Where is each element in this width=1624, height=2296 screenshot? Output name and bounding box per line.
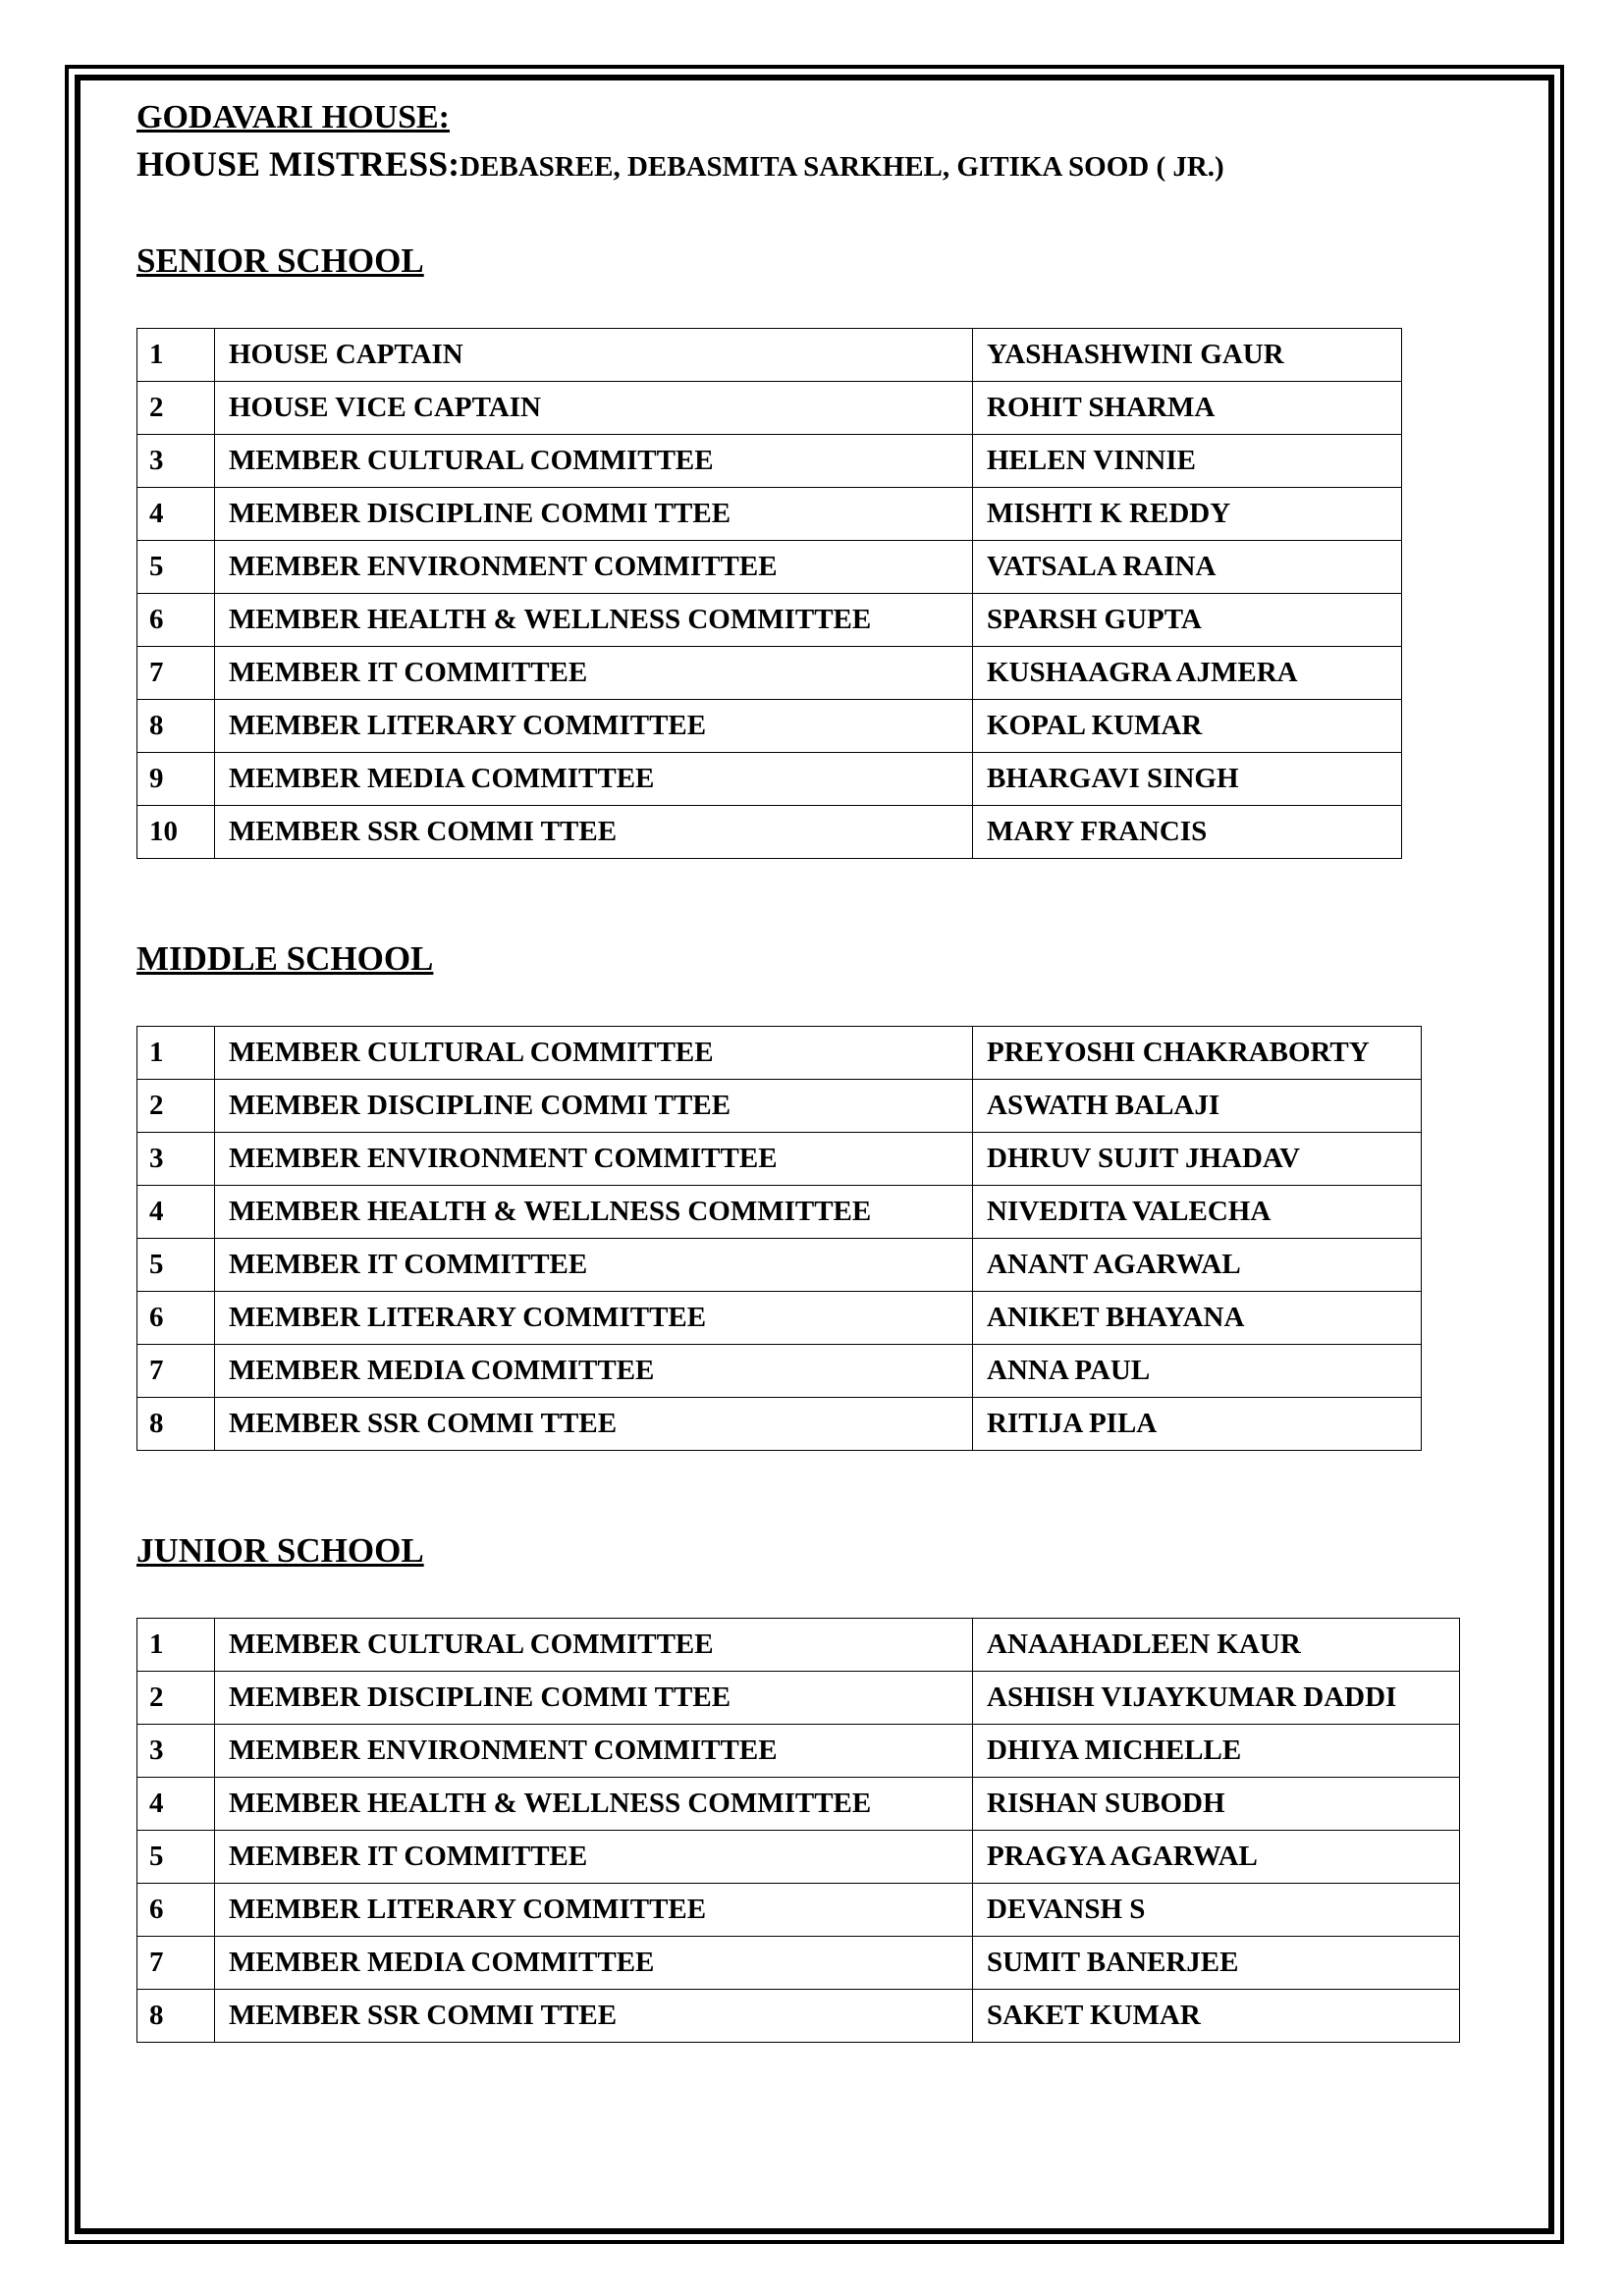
section-heading-junior-school: JUNIOR SCHOOL bbox=[136, 1531, 424, 1570]
table-row bbox=[137, 1345, 1422, 1398]
table-row bbox=[137, 647, 1402, 700]
role-cell: MEMBER LITERARY COMMITTEE bbox=[215, 1884, 973, 1937]
row-number-cell: 5 bbox=[137, 1831, 215, 1884]
house-title: GODAVARI HOUSE: bbox=[136, 99, 450, 135]
table-row bbox=[137, 541, 1402, 594]
junior-school-table bbox=[136, 1618, 1460, 2043]
role-cell: MEMBER ENVIRONMENT COMMITTEE bbox=[215, 1133, 973, 1186]
student-name-cell: ASWATH BALAJI bbox=[973, 1080, 1422, 1133]
role-cell: MEMBER ENVIRONMENT COMMITTEE bbox=[215, 1725, 973, 1778]
student-name-cell: DHRUV SUJIT JHADAV bbox=[973, 1133, 1422, 1186]
table-row bbox=[137, 1619, 1460, 1672]
student-name-cell: SUMIT BANERJEE bbox=[973, 1937, 1460, 1990]
role-cell: MEMBER MEDIA COMMITTEE bbox=[215, 1937, 973, 1990]
role-cell: MEMBER IT COMMITTEE bbox=[215, 647, 973, 700]
table-row bbox=[137, 382, 1402, 435]
row-number-cell: 2 bbox=[137, 382, 215, 435]
role-cell: HOUSE VICE CAPTAIN bbox=[215, 382, 973, 435]
student-name-cell: ASHISH VIJAYKUMAR DADDI bbox=[973, 1672, 1460, 1725]
table-row bbox=[137, 1398, 1422, 1451]
role-cell: MEMBER HEALTH & WELLNESS COMMITTEE bbox=[215, 1778, 973, 1831]
senior-school-table bbox=[136, 328, 1402, 859]
table-row bbox=[137, 1937, 1460, 1990]
role-cell: MEMBER HEALTH & WELLNESS COMMITTEE bbox=[215, 594, 973, 647]
row-number-cell: 6 bbox=[137, 1292, 215, 1345]
student-name-cell: PRAGYA AGARWAL bbox=[973, 1831, 1460, 1884]
role-cell: MEMBER HEALTH & WELLNESS COMMITTEE bbox=[215, 1186, 973, 1239]
role-cell: HOUSE CAPTAIN bbox=[215, 329, 973, 382]
row-number-cell: 4 bbox=[137, 1186, 215, 1239]
table-row bbox=[137, 1884, 1460, 1937]
row-number-cell: 3 bbox=[137, 1725, 215, 1778]
student-name-cell: KOPAL KUMAR bbox=[973, 700, 1402, 753]
role-cell: MEMBER MEDIA COMMITTEE bbox=[215, 753, 973, 806]
role-cell: MEMBER SSR COMMI TTEE bbox=[215, 1990, 973, 2043]
table-row bbox=[137, 700, 1402, 753]
role-cell: MEMBER DISCIPLINE COMMI TTEE bbox=[215, 1672, 973, 1725]
table-row bbox=[137, 1292, 1422, 1345]
role-cell: MEMBER IT COMMITTEE bbox=[215, 1239, 973, 1292]
student-name-cell: HELEN VINNIE bbox=[973, 435, 1402, 488]
table-row bbox=[137, 1186, 1422, 1239]
row-number-cell: 1 bbox=[137, 1619, 215, 1672]
table-row bbox=[137, 1990, 1460, 2043]
role-cell: MEMBER CULTURAL COMMITTEE bbox=[215, 435, 973, 488]
row-number-cell: 1 bbox=[137, 329, 215, 382]
role-cell: MEMBER SSR COMMI TTEE bbox=[215, 806, 973, 859]
row-number-cell: 2 bbox=[137, 1672, 215, 1725]
student-name-cell: ANANT AGARWAL bbox=[973, 1239, 1422, 1292]
row-number-cell: 5 bbox=[137, 1239, 215, 1292]
table-row bbox=[137, 594, 1402, 647]
house-mistress-names: DEBASREE, DEBASMITA SARKHEL, GITIKA SOOD ( JR.) bbox=[460, 151, 1224, 183]
student-name-cell: ROHIT SHARMA bbox=[973, 382, 1402, 435]
student-name-cell: NIVEDITA VALECHA bbox=[973, 1186, 1422, 1239]
table-row bbox=[137, 1133, 1422, 1186]
role-cell: MEMBER DISCIPLINE COMMI TTEE bbox=[215, 488, 973, 541]
role-cell: MEMBER LITERARY COMMITTEE bbox=[215, 1292, 973, 1345]
student-name-cell: ANNA PAUL bbox=[973, 1345, 1422, 1398]
house-mistress-line bbox=[136, 143, 1511, 192]
table-row bbox=[137, 1778, 1460, 1831]
table-row bbox=[137, 1027, 1422, 1080]
table-row bbox=[137, 1725, 1460, 1778]
document-body bbox=[136, 98, 1511, 2043]
house-mistress-label: HOUSE MISTRESS: bbox=[136, 144, 460, 184]
student-name-cell: DHIYA MICHELLE bbox=[973, 1725, 1460, 1778]
section-heading-middle-school: MIDDLE SCHOOL bbox=[136, 939, 434, 978]
row-number-cell: 4 bbox=[137, 1778, 215, 1831]
row-number-cell: 1 bbox=[137, 1027, 215, 1080]
role-cell: MEMBER LITERARY COMMITTEE bbox=[215, 700, 973, 753]
row-number-cell: 7 bbox=[137, 647, 215, 700]
student-name-cell: MARY FRANCIS bbox=[973, 806, 1402, 859]
role-cell: MEMBER CULTURAL COMMITTEE bbox=[215, 1619, 973, 1672]
row-number-cell: 4 bbox=[137, 488, 215, 541]
student-name-cell: BHARGAVI SINGH bbox=[973, 753, 1402, 806]
row-number-cell: 8 bbox=[137, 1990, 215, 2043]
role-cell: MEMBER SSR COMMI TTEE bbox=[215, 1398, 973, 1451]
table-row bbox=[137, 488, 1402, 541]
row-number-cell: 7 bbox=[137, 1345, 215, 1398]
table-row bbox=[137, 1239, 1422, 1292]
student-name-cell: PREYOSHI CHAKRABORTY bbox=[973, 1027, 1422, 1080]
role-cell: MEMBER CULTURAL COMMITTEE bbox=[215, 1027, 973, 1080]
row-number-cell: 7 bbox=[137, 1937, 215, 1990]
student-name-cell: SAKET KUMAR bbox=[973, 1990, 1460, 2043]
student-name-cell: RITIJA PILA bbox=[973, 1398, 1422, 1451]
row-number-cell: 3 bbox=[137, 1133, 215, 1186]
row-number-cell: 10 bbox=[137, 806, 215, 859]
row-number-cell: 9 bbox=[137, 753, 215, 806]
table-row bbox=[137, 753, 1402, 806]
row-number-cell: 6 bbox=[137, 1884, 215, 1937]
table-row bbox=[137, 1831, 1460, 1884]
student-name-cell: ANIKET BHAYANA bbox=[973, 1292, 1422, 1345]
section-heading-senior-school: SENIOR SCHOOL bbox=[136, 241, 424, 280]
student-name-cell: RISHAN SUBODH bbox=[973, 1778, 1460, 1831]
student-name-cell: MISHTI K REDDY bbox=[973, 488, 1402, 541]
row-number-cell: 8 bbox=[137, 1398, 215, 1451]
student-name-cell: SPARSH GUPTA bbox=[973, 594, 1402, 647]
table-row bbox=[137, 435, 1402, 488]
middle-school-table bbox=[136, 1026, 1422, 1451]
role-cell: MEMBER IT COMMITTEE bbox=[215, 1831, 973, 1884]
row-number-cell: 8 bbox=[137, 700, 215, 753]
role-cell: MEMBER DISCIPLINE COMMI TTEE bbox=[215, 1080, 973, 1133]
role-cell: MEMBER ENVIRONMENT COMMITTEE bbox=[215, 541, 973, 594]
student-name-cell: YASHASHWINI GAUR bbox=[973, 329, 1402, 382]
table-row bbox=[137, 1080, 1422, 1133]
row-number-cell: 5 bbox=[137, 541, 215, 594]
student-name-cell: DEVANSH S bbox=[973, 1884, 1460, 1937]
row-number-cell: 2 bbox=[137, 1080, 215, 1133]
table-row bbox=[137, 1672, 1460, 1725]
row-number-cell: 3 bbox=[137, 435, 215, 488]
table-row bbox=[137, 329, 1402, 382]
student-name-cell: VATSALA RAINA bbox=[973, 541, 1402, 594]
row-number-cell: 6 bbox=[137, 594, 215, 647]
student-name-cell: KUSHAAGRA AJMERA bbox=[973, 647, 1402, 700]
student-name-cell: ANAAHADLEEN KAUR bbox=[973, 1619, 1460, 1672]
table-row bbox=[137, 806, 1402, 859]
role-cell: MEMBER MEDIA COMMITTEE bbox=[215, 1345, 973, 1398]
